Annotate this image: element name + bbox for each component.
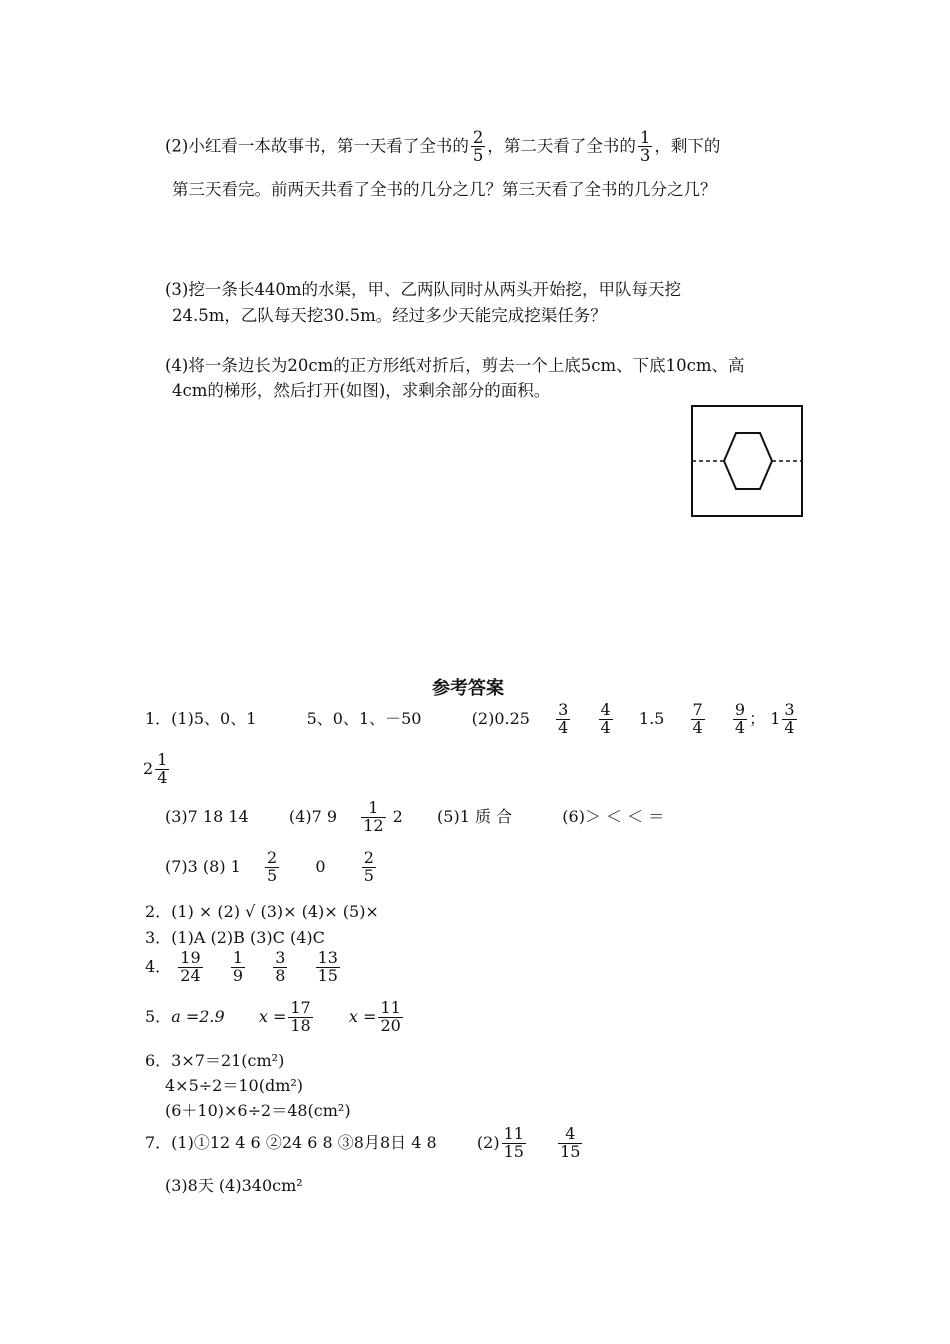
- a1-frac-3-4: $\frac{3}{4}$: [558, 700, 569, 737]
- a1-mixed1-whole: 1: [770, 708, 781, 728]
- a1-l4-part1: (7)3 (8) 1: [165, 856, 241, 876]
- a4-frac-3: $\frac{3}{8}$: [275, 948, 286, 985]
- q2-text-c: ，剩下的: [654, 136, 721, 156]
- answers-title: 参考答案: [432, 678, 504, 699]
- a1-frac-4-4: $\frac{4}{4}$: [600, 700, 611, 737]
- q2-line1: [165, 129, 720, 165]
- a1-mixed2-whole: 2: [143, 758, 154, 778]
- a1-part3: (2)0.25: [471, 708, 530, 728]
- q2-fraction-2: $\frac{1}{3}$: [639, 128, 651, 166]
- a1-frac-7-4: $\frac{7}{4}$: [692, 700, 703, 737]
- q4-line1: (4)将一条边长为20cm的正方形纸对折后，剪去一个上底5cm、下底10cm、高: [165, 356, 745, 375]
- a1-l3-part4: (5)1 质 合: [437, 806, 513, 826]
- q3-line1: (3)挖一条长440m的水渠，甲、乙两队同时从两头开始挖，甲队每天挖: [165, 280, 682, 299]
- hexagon-cutout: [724, 433, 772, 489]
- a1-part1: 1．(1)5、0、1: [145, 708, 257, 728]
- a1-l4-part2: 0: [315, 856, 326, 876]
- a1-semicolon: ；: [749, 708, 766, 728]
- answer-2: 2．(1) × (2) √ (3)× (4)× (5)×: [145, 902, 379, 921]
- answer-6-line3: (6＋10)×6÷2＝48(cm²): [165, 1101, 351, 1120]
- a5-frac-2: $\frac{11}{20}$: [380, 998, 401, 1035]
- a4-frac-4: $\frac{13}{15}$: [317, 948, 338, 985]
- a1-part4: 1.5: [638, 708, 665, 728]
- a1-mixed2-frac: $\frac{1}{4}$: [157, 750, 168, 787]
- a1-part2: 5、0、1、－50: [306, 708, 422, 728]
- square-paper-figure: [690, 404, 808, 519]
- a5-x1-label: x =: [258, 1006, 287, 1026]
- a1-l3-part5: (6)＞ ＜ ＜ ＝: [562, 806, 665, 826]
- answer-6-line2: 4×5÷2＝10(dm²): [165, 1076, 304, 1095]
- q2-line2: 第三天看完。前两天共看了全书的几分之几？第三天看了全书的几分之几？: [172, 180, 717, 199]
- a1-l4-frac1: $\frac{2}{5}$: [267, 848, 278, 885]
- a5-frac-1: $\frac{17}{18}$: [290, 998, 311, 1035]
- a4-prefix: 4．: [145, 956, 172, 976]
- answer-1-line4: [165, 850, 378, 885]
- q4-line2: 4cm的梯形，然后打开(如图)，求剩余部分的面积。: [172, 381, 551, 400]
- answer-3: 3．(1)A (2)B (3)C (4)C: [145, 928, 325, 947]
- a1-l3-part2: (4)7 9: [288, 806, 338, 826]
- answer-1-line3: [165, 800, 664, 835]
- a1-l3-part3: 2: [392, 806, 403, 826]
- a4-frac-1: $\frac{19}{24}$: [180, 948, 201, 985]
- a7-frac-1: $\frac{11}{15}$: [503, 1124, 524, 1161]
- a7-part1: 7．(1)①12 4 6 ②24 6 8 ③8月8日 4 8: [145, 1132, 437, 1152]
- a5-x2-label: x =: [348, 1006, 377, 1026]
- answer-7-line2: (3)8天 (4)340cm²: [165, 1176, 303, 1195]
- answer-1-line2: [143, 752, 171, 787]
- a7-part2: (2): [476, 1132, 500, 1152]
- a5-value-a: a =2.9: [171, 1006, 225, 1026]
- q3-line2: 24.5m，乙队每天挖30.5m。经过多少天能完成挖渠任务？: [172, 306, 607, 325]
- a1-l3-part1: (3)7 18 14: [165, 806, 249, 826]
- a1-l3-frac: $\frac{1}{12}$: [363, 798, 384, 835]
- q2-text-a: 小红看一本故事书，第一天看了全书的: [188, 136, 469, 156]
- q2-label: (2): [165, 136, 189, 156]
- q2-text-b: ，第二天看了全书的: [487, 136, 636, 156]
- a5-prefix: 5．: [145, 1006, 172, 1026]
- a1-l4-frac2: $\frac{2}{5}$: [363, 848, 374, 885]
- a1-frac-9-4: $\frac{9}{4}$: [734, 700, 746, 737]
- q2-fraction-1: $\frac{2}{5}$: [472, 128, 484, 166]
- answer-4: [145, 950, 342, 985]
- answer-1-line1: [145, 702, 799, 737]
- answer-7-line1: [145, 1126, 584, 1161]
- a7-frac-2: $\frac{4}{15}$: [560, 1124, 581, 1161]
- a1-mixed1-frac: $\frac{3}{4}$: [784, 700, 795, 737]
- answer-5: [145, 1000, 405, 1035]
- a4-frac-2: $\frac{1}{9}$: [232, 948, 244, 985]
- answer-6-line1: 6．3×7＝21(cm²): [145, 1051, 285, 1070]
